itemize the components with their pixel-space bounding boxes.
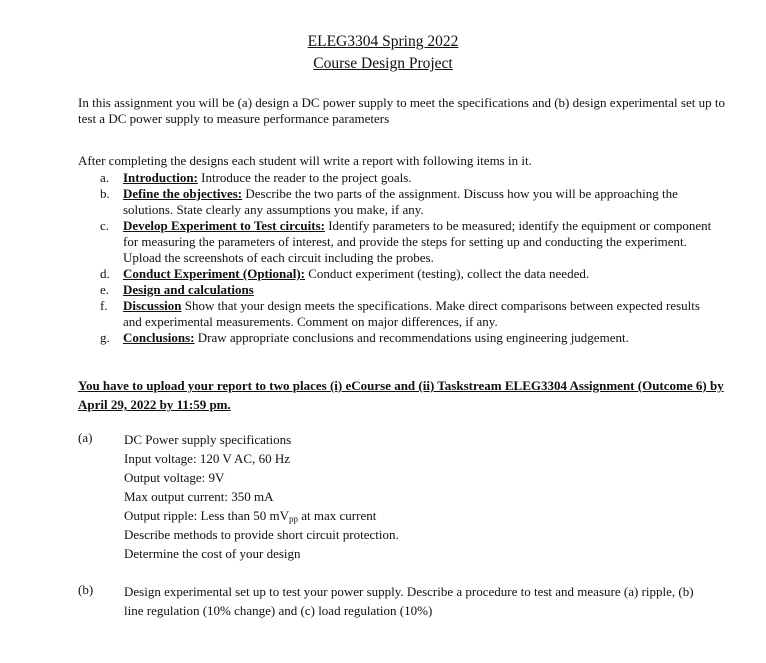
item-letter: g.	[100, 330, 110, 345]
part-a-label: (a)	[78, 430, 93, 445]
item-heading: Conduct Experiment (Optional):	[123, 266, 305, 281]
item-letter: c.	[100, 218, 110, 233]
item-text: Describe the two parts of the assignment. Discuss how you will be approaching the solutions. State clearly any assumptions you make, if any.	[123, 186, 678, 217]
list-item	[100, 282, 712, 298]
item-heading: Conclusions:	[123, 330, 195, 345]
part-a-specs	[124, 430, 399, 563]
item-text: Conduct experiment (testing), collect the data needed.	[305, 266, 590, 281]
report-items-list	[100, 170, 712, 346]
spec-line: Input voltage: 120 V AC, 60 Hz	[124, 451, 290, 466]
item-letter: b.	[100, 186, 110, 201]
item-letter: f.	[100, 298, 108, 313]
item-letter: e.	[100, 282, 110, 297]
item-letter: d.	[100, 266, 110, 281]
report-lead: After completing the designs each student will write a report with following items in it.	[78, 153, 532, 168]
ripple-prefix: Output ripple: Less than 50 mV	[124, 508, 290, 523]
item-heading: Define the objectives:	[123, 186, 243, 201]
course-title: ELEG3304 Spring 2022	[307, 33, 459, 50]
project-title: Course Design Project	[313, 55, 453, 72]
item-heading: Develop Experiment to Test circuits:	[123, 218, 325, 233]
spec-line: Output voltage: 9V	[124, 470, 225, 485]
spec-line: Max output current: 350 mA	[124, 489, 274, 504]
list-item	[100, 218, 712, 266]
list-item	[100, 266, 712, 282]
item-text: Draw appropriate conclusions and recommendations using engineering judgement.	[194, 330, 629, 345]
spec-line: Determine the cost of your design	[124, 546, 301, 561]
part-b-label: (b)	[78, 582, 94, 597]
list-item	[100, 170, 712, 186]
item-text: Show that your design meets the specifications. Make direct comparisons between expected results and experimental measurements. Comment on major differences, if any.	[123, 298, 700, 329]
list-item	[100, 186, 712, 218]
list-item	[100, 330, 712, 346]
part-b-text: Design experimental set up to test your power supply. Describe a procedure to test and measure (a) ripple, (b) line regulation (10% change) and (c) load regulation (10%)	[124, 584, 694, 618]
item-heading: Design and calculations	[123, 282, 254, 297]
item-text: Identify parameters to be measured; identify the equipment or component for measuring the parameters of interest, and provide the steps for setting up and conducting the experiment. Upload the screenshots of each circuit including the probes.	[123, 218, 712, 265]
list-item	[100, 298, 712, 330]
item-heading: Introduction:	[123, 170, 198, 185]
item-heading: Discussion	[123, 298, 182, 313]
ripple-suffix: at max current	[298, 508, 377, 523]
item-text: Introduce the reader to the project goals.	[197, 170, 412, 185]
spec-line: DC Power supply specifications	[124, 432, 292, 447]
item-letter: a.	[100, 170, 110, 185]
ripple-subscript: pp	[289, 514, 299, 524]
spec-line-ripple	[124, 506, 399, 525]
upload-notice: You have to upload your report to two places (i) eCourse and (ii) Taskstream ELEG3304 Assignment (Outcome 6) by April 29, 2022 by 11:59 pm.	[78, 378, 724, 412]
intro-paragraph: In this assignment you will be (a) design a DC power supply to meet the specifications and (b) design experimental set up to test a DC power supply to measure performance parameters	[78, 95, 725, 126]
spec-line: Describe methods to provide short circuit protection.	[124, 527, 399, 542]
